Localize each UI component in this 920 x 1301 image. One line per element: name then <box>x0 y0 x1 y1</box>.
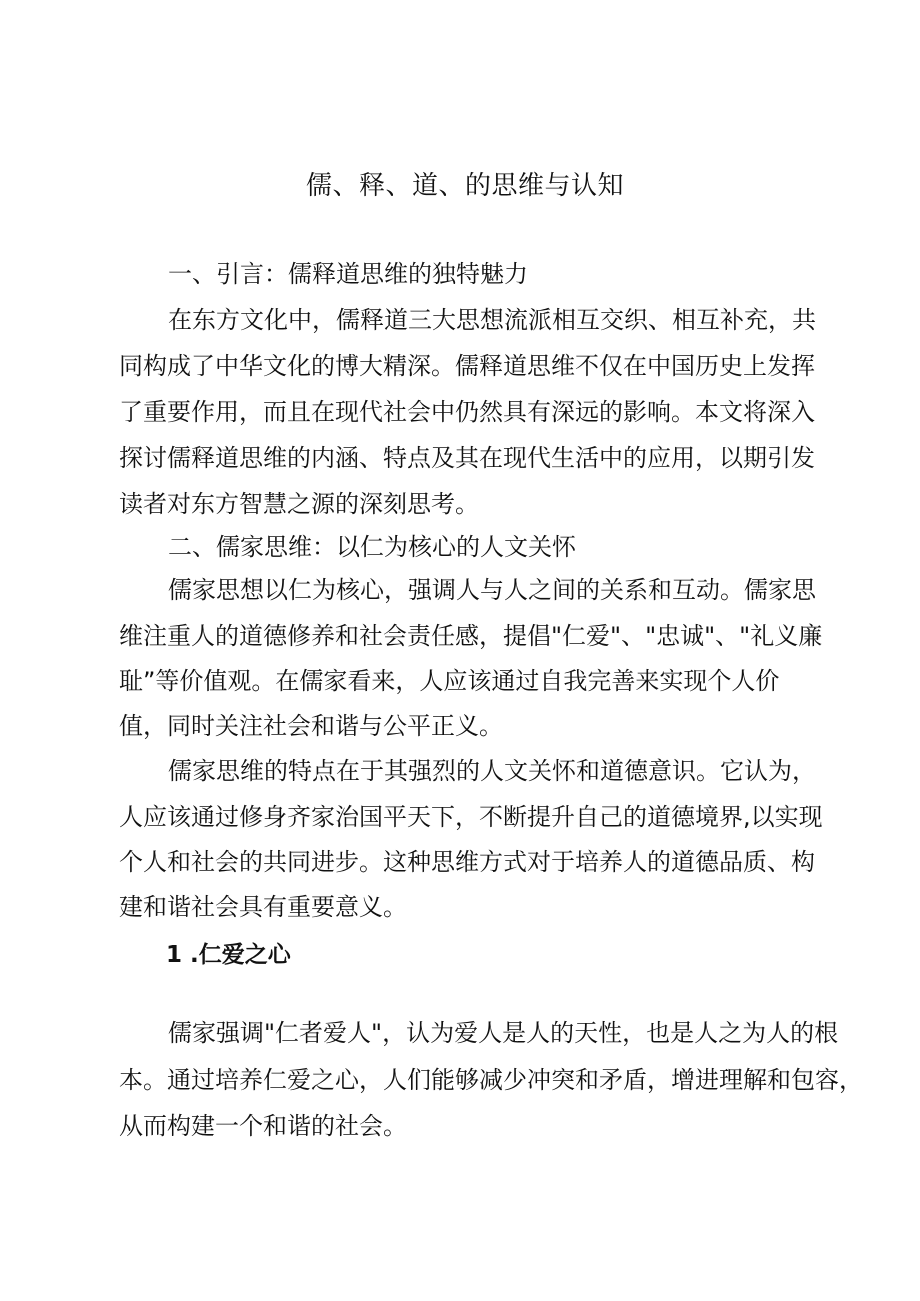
paragraph-line: 建和谐社会具有重要意义。 <box>119 893 407 921</box>
section-heading-intro: 一、引言：儒释道思维的独特魅力 <box>168 260 528 288</box>
paragraph-line: 儒家思维的特点在于其强烈的人文关怀和道德意识。它认为， <box>168 757 816 785</box>
paragraph-line: 值，同时关注社会和谐与公平正义。 <box>119 712 503 740</box>
paragraph-line: 耻”等价值观。在儒家看来，人应该通过自我完善来实现个人价 <box>119 667 780 695</box>
paragraph-line: 从而构建一个和谐的社会。 <box>119 1112 407 1140</box>
paragraph-line: 了重要作用，而且在现代社会中仍然具有深远的影响。本文将深入 <box>119 398 815 426</box>
paragraph-line: 个人和社会的共同进步。这种思维方式对于培养人的道德品质、构 <box>119 848 815 876</box>
subsection-heading-benevolence: 1 .仁爱之心 <box>166 942 291 968</box>
paragraph-line: 读者对东方智慧之源的深刻思考。 <box>119 490 479 518</box>
section-heading-confucian: 二、儒家思维：以仁为核心的人文关怀 <box>168 533 576 561</box>
paragraph-line: 儒家思想以仁为核心，强调人与人之间的关系和互动。儒家思 <box>168 576 816 604</box>
paragraph-line: 人应该通过修身齐家治国平天下，不断提升自己的道德境界,以实现 <box>119 803 823 831</box>
paragraph-line: 儒家强调"仁者爱人"，认为爱人是人的天性，也是人之为人的根 <box>168 1019 839 1047</box>
paragraph-line: 探讨儒释道思维的内涵、特点及其在现代生活中的应用，以期引发 <box>119 444 815 472</box>
paragraph-line: 本。通过培养仁爱之心，人们能够减少冲突和矛盾，增进理解和包容， <box>119 1066 863 1094</box>
paragraph-line: 在东方文化中，儒释道三大思想流派相互交织、相互补充，共 <box>168 306 816 334</box>
paragraph-line: 维注重人的道德修养和社会责任感，提倡"仁爱"、"忠诚"、"礼义廉 <box>119 622 823 650</box>
paragraph-line: 同构成了中华文化的博大精深。儒释道思维不仅在中国历史上发挥 <box>119 352 815 380</box>
document-title: 儒、释、道、的思维与认知 <box>305 171 624 201</box>
